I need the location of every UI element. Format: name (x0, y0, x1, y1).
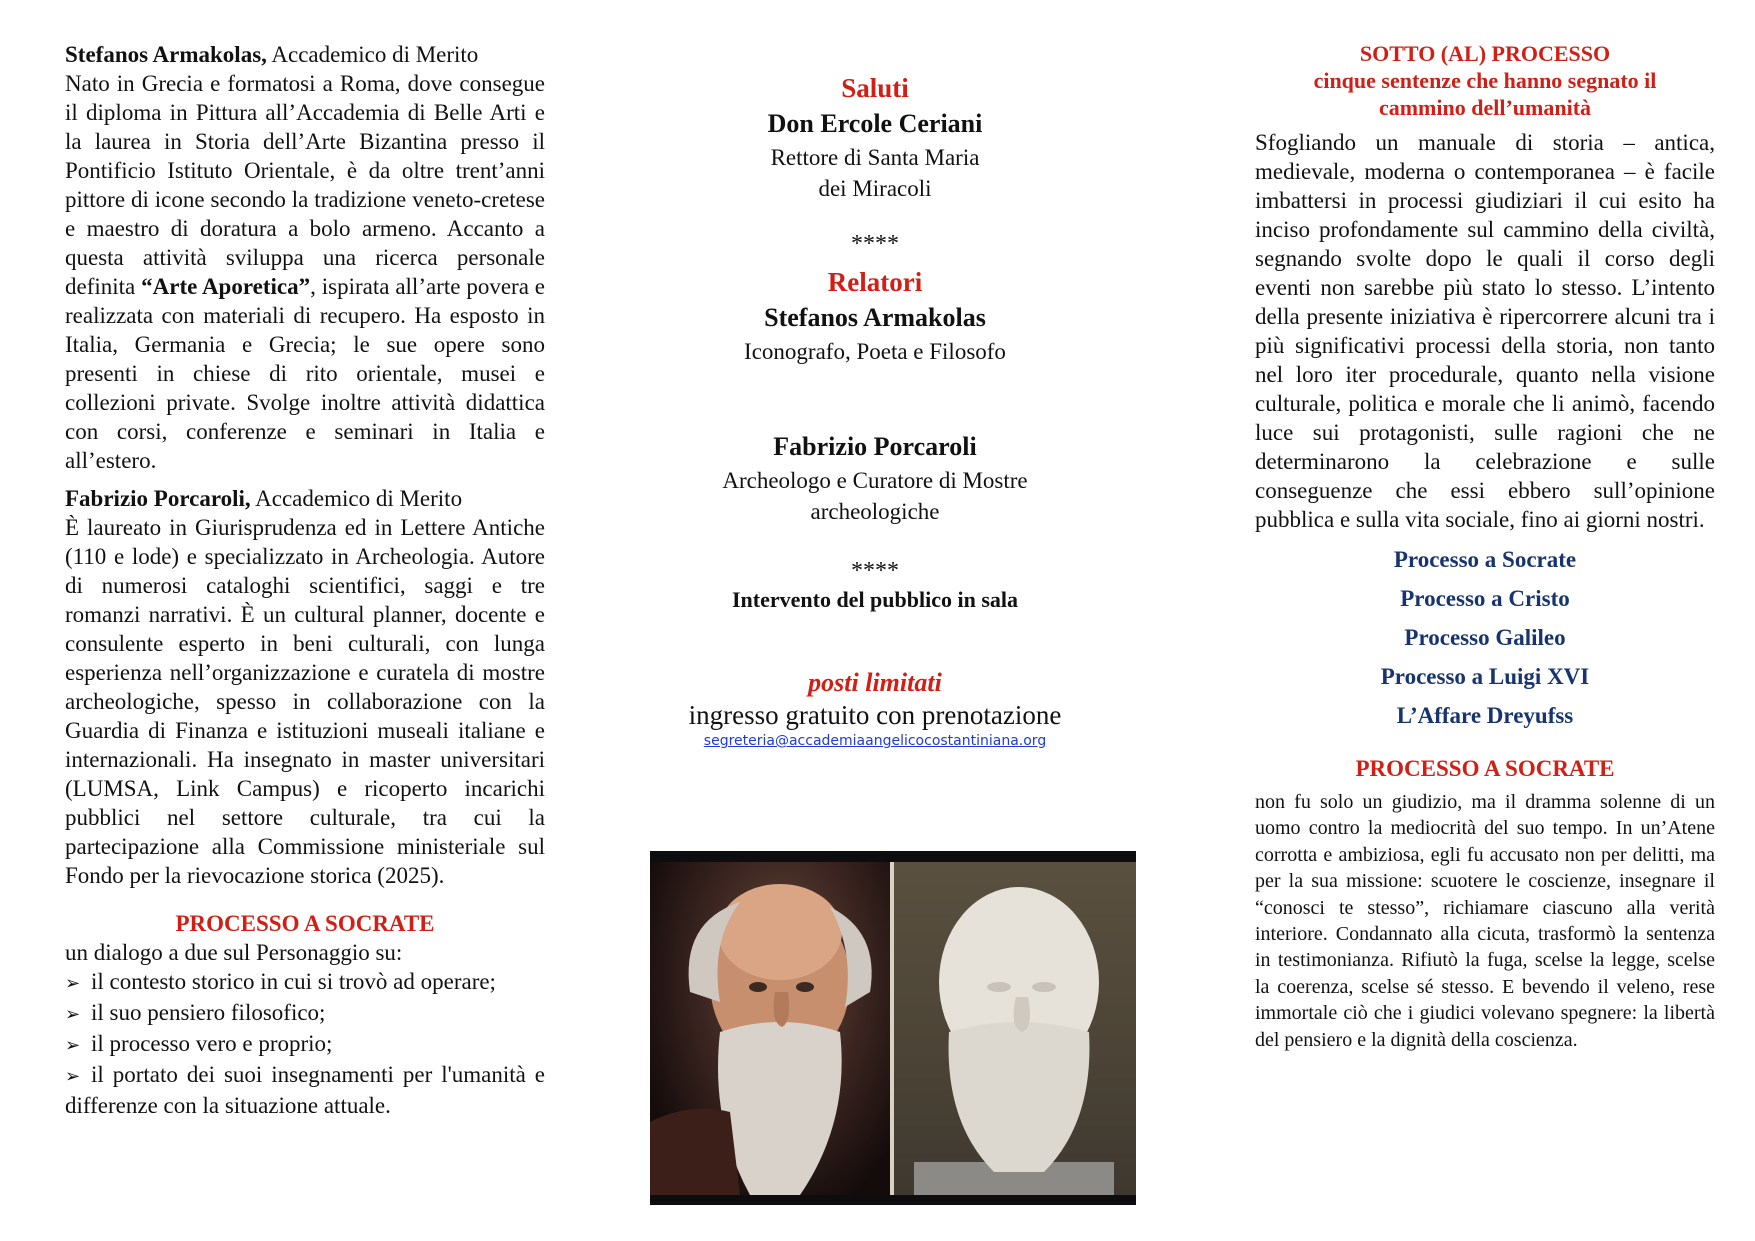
speakers-label: Relatori (827, 267, 923, 297)
greeter-role-line1: Rettore di Santa Maria (770, 145, 980, 170)
list-item (65, 967, 545, 998)
bio-porcaroli-role: Accademico di Merito (250, 486, 463, 511)
trials-list (1255, 540, 1715, 735)
trial-item: Processo a Luigi XVI (1380, 664, 1590, 689)
greeter-name: Don Ercole Ceriani (767, 109, 983, 138)
right-subtitle-line1: cinque sentenze che hanno segnato il (1313, 68, 1657, 93)
right-section-title: PROCESSO A SOCRATE (1355, 756, 1615, 781)
right-subtitle-line2: cammino dell’umanità (1378, 95, 1592, 120)
socrates-painting (650, 862, 890, 1195)
bio-armakolas-heading (65, 40, 545, 69)
arrowhead-bullet-icon: ➢ (65, 1035, 81, 1056)
speaker2-role-line2: archeologiche (810, 499, 940, 524)
public-intervention: Intervento del pubblico in sala (731, 587, 1019, 612)
separator: **** (851, 558, 899, 584)
middle-column (650, 70, 1100, 750)
left-column (65, 40, 545, 1120)
trial-item: Processo a Socrate (1393, 547, 1577, 572)
speaker1-name: Stefanos Armakolas (764, 303, 986, 332)
speaker1-role: Iconografo, Poeta e Filosofo (744, 339, 1006, 364)
left-topic-list (65, 967, 545, 1120)
socrates-image (650, 851, 1136, 1205)
arrowhead-bullet-icon: ➢ (65, 973, 81, 994)
bio-porcaroli-text: È laureato in Giurisprudenza ed in Lettere Antiche (110 e lode) e specializzato in Archeologia. Autore di numerosi cataloghi scientifici, saggi e tre romanzi narrativi. È un cultural planner, docente e consulente esperto in beni culturali, con lunga esperienza nell’organizzazione e curatela di mostre archeologiche, spesso in collaborazione con la Guardia di Finanza e istituzioni museali italiane e internazionali. Ha insegnato in master universitari (LUMSA, Link Campus) e ricoperto incarichi pubblici nel settore culturale, tra cui la partecipazione alla Commissione ministeriale sul Fondo per la rievocazione storica (2025). (65, 515, 545, 888)
greetings-label: Saluti (841, 73, 909, 103)
arrowhead-bullet-icon: ➢ (65, 1004, 81, 1025)
arrowhead-bullet-icon: ➢ (65, 1066, 81, 1087)
limited-seats: posti limitati (808, 668, 942, 697)
right-title: SOTTO (AL) PROCESSO (1359, 41, 1611, 66)
list-item-text: il processo vero e proprio; (91, 1031, 333, 1056)
socrates-bust (894, 862, 1136, 1195)
bio-armakolas-name: Stefanos Armakolas, (65, 42, 267, 67)
speaker2-role-line1: Archeologo e Curatore di Mostre (722, 468, 1028, 493)
right-column (1255, 40, 1715, 1053)
list-item-text: il portato dei suoi insegnamenti per l'umanità e differenze con la situazione attuale. (65, 1062, 545, 1118)
free-entry-note: ingresso gratuito con prenotazione (688, 700, 1062, 730)
bio-armakolas-role: Accademico di Merito (266, 42, 479, 67)
bio-armakolas-text-a: Nato in Grecia e formatosi a Roma, dove consegue il diploma in Pittura all’Accademia di Belle Arti e la laurea in Storia dell’Arte Bizantina presso il Pontificio Istituto Orientale, è da oltre trent’anni pittore di icone secondo la tradizione veneto-cretese e maestro di doratura a bolo armeno. Accanto a questa attività sviluppa una ricerca personale definita (65, 71, 545, 299)
bio-armakolas-arte-aporetica: “Arte Aporetica” (141, 274, 311, 299)
left-section-title: PROCESSO A SOCRATE (175, 911, 435, 936)
trial-item: L’Affare Dreyufss (1396, 703, 1574, 728)
separator: **** (851, 231, 899, 257)
trial-item: Processo a Cristo (1400, 586, 1570, 611)
bio-armakolas-text (65, 69, 545, 475)
bio-porcaroli-name: Fabrizio Porcaroli, (65, 486, 251, 511)
left-section-intro: un dialogo a due sul Personaggio su: (65, 940, 403, 965)
list-item (65, 1060, 545, 1120)
marble-bust-icon (894, 862, 1136, 1195)
list-item (65, 998, 545, 1029)
list-item (65, 1029, 545, 1060)
bio-armakolas-text-b: , ispirata all’arte povera e realizzata con materiali di recupero. Ha esposto in Italia, Germania e Grecia; le sue opere sono presenti in chiese di rito orientale, musei e collezioni private. Svolge inoltre attività didattica con corsi, conferenze e seminari in Italia e all’estero. (65, 274, 545, 473)
right-intro-text: Sfogliando un manuale di storia – antica, medievale, moderna o contemporanea – è facile imbattersi in processi giudiziari il cui esito ha inciso profondamente sul cammino della civiltà, segnando svolte dopo le quali il corso degli eventi non sarebbe più stato lo stesso. L’intento della presente iniziativa è ripercorrere alcuni tra i più significativi processi della storia, non tanto nel loro iter procedurale, quanto nella visione culturale, politica e morale che li animò, facendo luce sui protagonisti, sulle ragioni che ne determinarono la celebrazione e sulle conseguenze che essi ebbero sull’opinione pubblica e sulla vita sociale, fino ai giorni nostri. (1255, 130, 1715, 532)
right-section-text: non fu solo un giudizio, ma il dramma solenne di un uomo contro la mediocrità del suo tempo. In un’Atene corrotta e ambiziosa, egli fu accusato non per delitti, ma per la sua missione: scuotere le coscienze, insegnare il “conosci te stesso”, richiamare ciascuno alla verità interiore. Condannato alla cicuta, trasformò la sentenza in testimonianza. Rifiutò la fuga, scelse la legge, scelse la coerenza, scelse sé stesso. E bevendo il veleno, rese immortale ciò che i giudici volevano spegnere: la libertà del pensiero e la dignità della coscienza. (1255, 791, 1715, 1051)
speaker2-name: Fabrizio Porcaroli (773, 432, 977, 461)
greeter-role-line2: dei Miracoli (818, 176, 932, 201)
trial-item: Processo Galileo (1404, 625, 1566, 650)
email-link[interactable]: segreteria@accademiaangelicocostantiniana.org (703, 733, 1047, 749)
list-item-text: il suo pensiero filosofico; (91, 1000, 326, 1025)
bio-porcaroli-heading (65, 484, 545, 513)
list-item-text: il contesto storico in cui si trovò ad operare; (91, 969, 496, 994)
painted-portrait-icon (650, 862, 890, 1195)
